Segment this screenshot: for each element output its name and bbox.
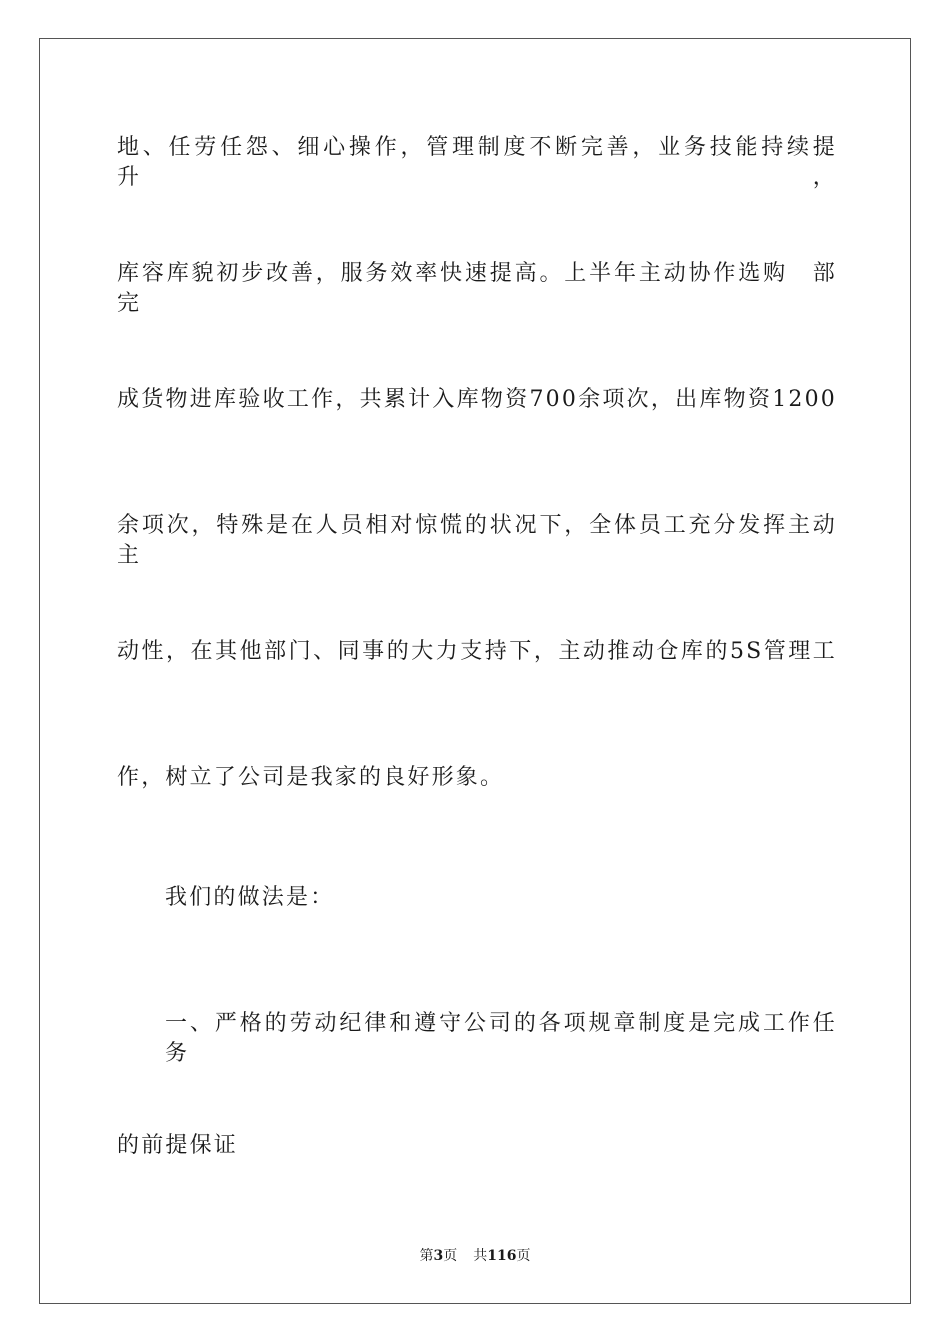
- footer-page-number: 3: [433, 1248, 444, 1264]
- page-border: [39, 38, 911, 1304]
- footer-page-prefix: 第: [419, 1248, 434, 1264]
- body-text-line-3: 成货物进库验收工作，共累计入库物资700余项次，出库物资1200: [117, 387, 837, 412]
- body-text-line-2: 库容库貌初步改善，服务效率快速提高。上半年主动协作选购 部完: [117, 261, 837, 316]
- body-text-line-9: 的前提保证: [117, 1133, 239, 1158]
- body-text-line-6: 作，树立了公司是我家的良好形象。: [117, 765, 505, 790]
- body-text-line-4: 余项次，特殊是在人员相对惊慌的状况下，全体员工充分发挥主动主: [117, 513, 837, 568]
- body-text-line-8: 一、严格的劳动纪律和遵守公司的各项规章制度是完成工作任务: [165, 1011, 837, 1066]
- body-text-line-7: 我们的做法是：: [165, 885, 335, 910]
- footer-total-suffix: 页: [516, 1248, 531, 1264]
- body-text-line-5: 动性，在其他部门、同事的大力支持下，主动推动仓库的5S管理工: [117, 639, 837, 664]
- footer-total-number: 116: [487, 1248, 517, 1264]
- page-footer: [0, 1246, 950, 1266]
- footer-total-prefix: 共: [473, 1248, 488, 1264]
- body-text-line-1: 地、任劳任怨、细心操作，管理制度不断完善，业务技能持续提升，: [117, 135, 837, 190]
- footer-page-suffix: 页: [443, 1248, 458, 1264]
